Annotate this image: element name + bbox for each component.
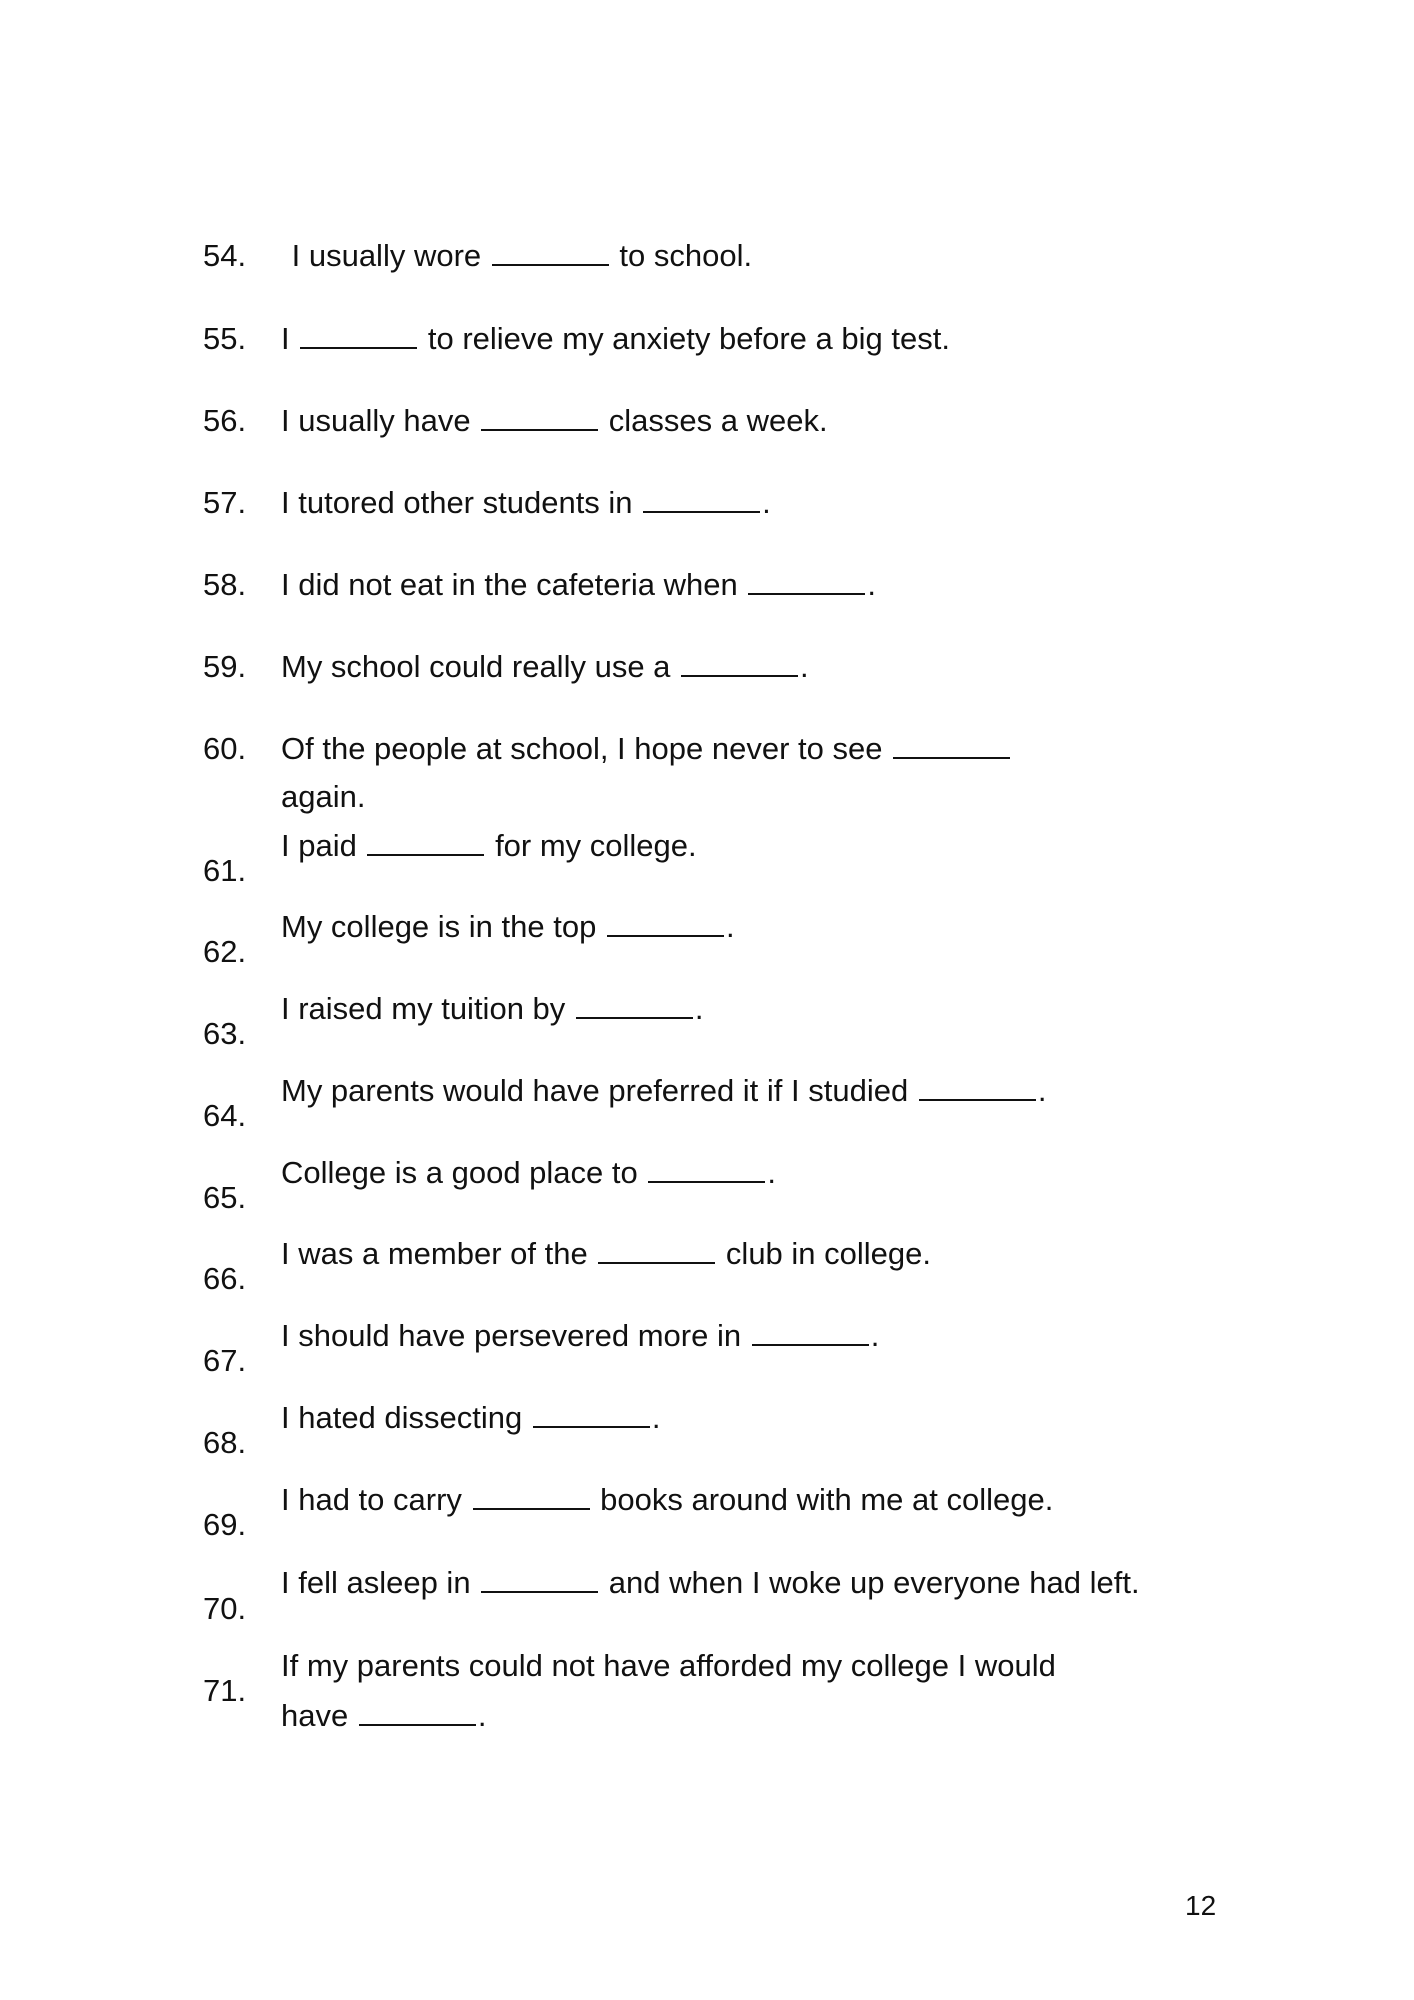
question-text: and when I woke up everyone had left.: [600, 1565, 1140, 1600]
item-number: 61.: [203, 853, 247, 888]
question-item: [281, 1565, 1140, 1601]
question-text: I hated dissecting: [281, 1400, 531, 1435]
question-text-continued: again.: [281, 779, 366, 814]
question-item: [281, 991, 704, 1027]
item-number: 62.: [203, 934, 247, 969]
question-text: I usually wore: [283, 238, 490, 273]
question-item: [281, 828, 697, 864]
answer-blank[interactable]: [492, 263, 609, 266]
answer-blank[interactable]: [893, 756, 1010, 759]
item-number: 63.: [203, 1016, 247, 1051]
item-number: 56.: [203, 403, 247, 438]
answer-blank[interactable]: [919, 1098, 1036, 1101]
question-item: [281, 1073, 1046, 1109]
item-number: 64.: [203, 1098, 247, 1133]
item-number: 67.: [203, 1343, 247, 1378]
question-text: for my college.: [486, 828, 697, 863]
question-text: .: [651, 1400, 661, 1435]
answer-blank[interactable]: [359, 1723, 476, 1726]
answer-blank[interactable]: [367, 853, 484, 856]
question-text: .: [767, 1155, 776, 1190]
question-text: My school could really use a: [281, 649, 680, 684]
item-number: 60.: [203, 731, 247, 766]
answer-blank[interactable]: [576, 1016, 693, 1019]
answer-blank[interactable]: [643, 510, 760, 513]
question-item: [281, 485, 771, 521]
question-text: .: [800, 649, 809, 684]
item-number: 65.: [203, 1180, 247, 1215]
question-text: Of the people at school, I hope never to see: [281, 731, 892, 766]
question-text: I was a member of the: [281, 1236, 597, 1271]
question-text: .: [477, 1698, 487, 1733]
item-number: 69.: [203, 1507, 247, 1542]
item-number: 55.: [203, 321, 247, 356]
answer-blank[interactable]: [607, 934, 724, 937]
question-item: [281, 1318, 879, 1354]
question-text: club in college.: [717, 1236, 931, 1271]
question-item: [281, 1400, 661, 1436]
question-text: I: [281, 321, 299, 356]
question-text: College is a good place to: [281, 1155, 647, 1190]
item-number: 54.: [203, 238, 247, 273]
question-text: .: [694, 991, 704, 1026]
question-text: I fell asleep in: [281, 1565, 480, 1600]
item-number: 57.: [203, 485, 247, 520]
answer-blank[interactable]: [481, 1590, 598, 1593]
question-text: If my parents could not have afforded my college I would: [281, 1648, 1056, 1683]
question-item: [281, 1482, 1053, 1518]
question-text: I tutored other students in: [281, 485, 642, 520]
question-item: [281, 567, 876, 603]
answer-blank[interactable]: [748, 592, 865, 595]
item-number: 66.: [203, 1261, 247, 1296]
question-text: to school.: [610, 238, 753, 273]
question-text: .: [725, 909, 735, 944]
question-item: [281, 1155, 776, 1191]
question-text: My college is in the top: [281, 909, 605, 944]
question-text: I had to carry: [281, 1482, 471, 1517]
question-text: My parents would have preferred it if I studied: [281, 1073, 917, 1108]
answer-blank[interactable]: [473, 1507, 590, 1510]
question-text: I usually have: [281, 403, 480, 438]
answer-blank[interactable]: [481, 428, 598, 431]
item-number: 68.: [203, 1425, 247, 1460]
answer-blank[interactable]: [598, 1261, 715, 1264]
question-text: I should have persevered more in: [281, 1318, 750, 1353]
question-text: .: [1037, 1073, 1047, 1108]
item-number: 70.: [203, 1591, 247, 1626]
question-text: to relieve my anxiety before a big test.: [419, 321, 950, 356]
item-number: 59.: [203, 649, 247, 684]
item-number: 58.: [203, 567, 247, 602]
question-item: [281, 321, 950, 357]
question-text: I did not eat in the cafeteria when: [281, 567, 747, 602]
answer-blank[interactable]: [681, 674, 798, 677]
answer-blank[interactable]: [752, 1343, 869, 1346]
question-text: .: [867, 567, 876, 602]
question-item: [283, 238, 752, 274]
question-item: [281, 1236, 931, 1272]
answer-blank[interactable]: [648, 1180, 765, 1183]
page-number: 12: [1185, 1890, 1217, 1921]
question-text: I paid: [281, 828, 366, 863]
answer-blank[interactable]: [533, 1425, 650, 1428]
question-text: classes a week.: [600, 403, 828, 438]
question-item: [281, 731, 1012, 767]
question-text: .: [762, 485, 771, 520]
question-item: [281, 1698, 486, 1734]
question-text: books around with me at college.: [591, 1482, 1054, 1517]
question-text: .: [870, 1318, 880, 1353]
question-text: have: [281, 1698, 357, 1733]
question-item: [281, 403, 828, 439]
question-item: [281, 909, 735, 945]
question-text: I raised my tuition by: [281, 991, 574, 1026]
question-item: [281, 649, 809, 685]
item-number: 71.: [203, 1673, 247, 1708]
answer-blank[interactable]: [300, 346, 417, 349]
